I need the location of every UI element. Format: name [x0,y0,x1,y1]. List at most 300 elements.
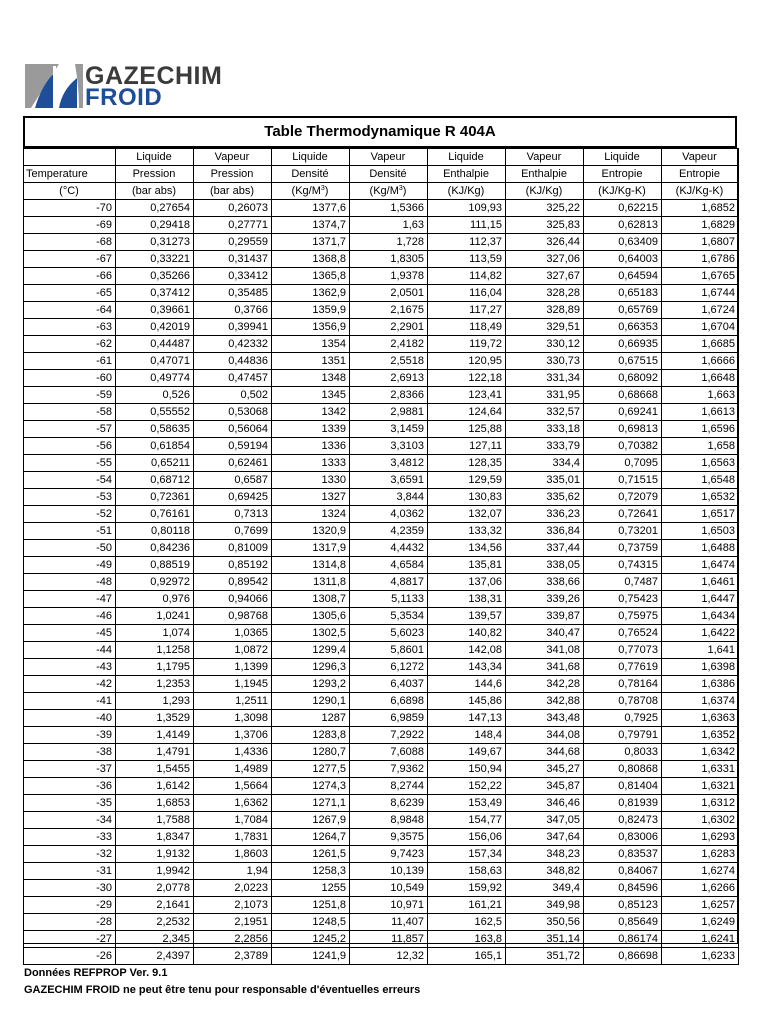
table-cell: 3,4812 [350,455,428,472]
table-cell: 1,6362 [194,795,272,812]
table-cell: 1,7831 [194,829,272,846]
table-cell: 8,9848 [350,812,428,829]
table-cell: 4,8817 [350,574,428,591]
table-cell: 139,57 [428,608,506,625]
table-cell: 1354 [272,336,350,353]
table-cell: 0,74315 [584,557,662,574]
table-row [24,948,739,965]
table-cell: 1,5455 [116,761,194,778]
table-cell: 0,85123 [584,897,662,914]
table-row [24,829,739,846]
table-cell: 341,08 [506,642,584,659]
table-cell: -40 [24,710,116,727]
table-cell: 339,87 [506,608,584,625]
table-cell: 1,6548 [662,472,739,489]
table-cell: 0,65211 [116,455,194,472]
table-cell: 341,68 [506,659,584,676]
table-cell: 0,47457 [194,370,272,387]
table-cell: 0,65769 [584,302,662,319]
table-cell: 1,6685 [662,336,739,353]
table-cell: 0,68668 [584,387,662,404]
table-cell: 7,9362 [350,761,428,778]
table-cell: 334,4 [506,455,584,472]
table-cell: 122,18 [428,370,506,387]
table-cell: 6,9859 [350,710,428,727]
table-cell: 1290,1 [272,693,350,710]
table-cell: 0,37412 [116,285,194,302]
table-cell: 2,0223 [194,880,272,897]
table-cell: -39 [24,727,116,744]
table-cell: 0,66935 [584,336,662,353]
table-cell: -29 [24,897,116,914]
table-cell: 1,6142 [116,778,194,795]
table-cell: 1,1399 [194,659,272,676]
table-cell: 1,6563 [662,455,739,472]
table-cell: 1,6648 [662,370,739,387]
table-row [24,693,739,710]
table-row [24,914,739,931]
table-cell: 163,8 [428,931,506,948]
header-cell: Liquide [272,149,350,166]
table-cell: 1,5366 [350,200,428,217]
table-cell: 0,63409 [584,234,662,251]
table-cell: 0,64594 [584,268,662,285]
table-cell: 150,94 [428,761,506,778]
table-cell: 152,22 [428,778,506,795]
header-cell: Enthalpie [506,166,584,183]
table-cell: 1264,7 [272,829,350,846]
table-cell: 345,27 [506,761,584,778]
table-row [24,591,739,608]
table-row [24,727,739,744]
header-cell: (KJ/Kg-K) [584,183,662,200]
table-cell: -51 [24,523,116,540]
table-cell: 1,9132 [116,846,194,863]
header-cell: (KJ/Kg) [428,183,506,200]
table-cell: 0,76524 [584,625,662,642]
table-cell: 0,7487 [584,574,662,591]
header-cell: (°C) [24,183,116,200]
table-cell: 1,6363 [662,710,739,727]
table-cell: 130,83 [428,489,506,506]
table-cell: 344,08 [506,727,584,744]
table-cell: 1,9942 [116,863,194,880]
table-cell: 3,3103 [350,438,428,455]
table-cell: 0,84596 [584,880,662,897]
header-row-3 [24,183,739,200]
table-cell: -33 [24,829,116,846]
table-cell: 129,59 [428,472,506,489]
table-row [24,285,739,302]
table-cell: 1,6532 [662,489,739,506]
table-cell: 342,28 [506,676,584,693]
table-cell: 0,55552 [116,404,194,421]
table-cell: -37 [24,761,116,778]
unit-text: (Kg/M [291,185,321,197]
header-cell: (bar abs) [194,183,272,200]
table-cell: -26 [24,948,116,965]
table-cell: 1317,9 [272,540,350,557]
table-cell: 0,29559 [194,234,272,251]
table-cell: 1,4989 [194,761,272,778]
table-row [24,489,739,506]
table-cell: 326,44 [506,234,584,251]
table-cell: 5,3534 [350,608,428,625]
table-cell: 1339 [272,421,350,438]
table-cell: 137,06 [428,574,506,591]
table-cell: 1,6331 [662,761,739,778]
table-cell: 0,7699 [194,523,272,540]
table-cell: 0,66353 [584,319,662,336]
table-cell: 0,76161 [116,506,194,523]
table-cell: 0,86174 [584,931,662,948]
table-cell: 1,7084 [194,812,272,829]
table-cell: 335,01 [506,472,584,489]
footer [24,965,420,999]
table-cell: 0,73201 [584,523,662,540]
table-cell: 109,93 [428,200,506,217]
table-row [24,523,739,540]
table-cell: 157,34 [428,846,506,863]
table-cell: 0,68712 [116,472,194,489]
table-cell: 0,35266 [116,268,194,285]
table-cell: 350,56 [506,914,584,931]
table-cell: 0,75423 [584,591,662,608]
table-cell: 1,6666 [662,353,739,370]
table-cell: 1245,2 [272,931,350,948]
table-cell: -56 [24,438,116,455]
table-cell: 342,88 [506,693,584,710]
table-cell: 8,2744 [350,778,428,795]
table-cell: 0,75975 [584,608,662,625]
table-cell: 1,3706 [194,727,272,744]
table-cell: 1,3098 [194,710,272,727]
table-cell: 0,98768 [194,608,272,625]
table-cell: 1377,6 [272,200,350,217]
table-cell: 0,7313 [194,506,272,523]
table-row [24,812,739,829]
table-cell: 0,62215 [584,200,662,217]
table-cell: 7,2922 [350,727,428,744]
table-cell: 6,4037 [350,676,428,693]
table-cell: 0,80118 [116,523,194,540]
table-cell: 338,66 [506,574,584,591]
table-cell: 0,88519 [116,557,194,574]
table-cell: 1356,9 [272,319,350,336]
table-cell: 0,69241 [584,404,662,421]
table-cell: 1362,9 [272,285,350,302]
table-cell: 1,6283 [662,846,739,863]
unit-exponent: 3 [320,185,325,192]
table-cell: 0,83537 [584,846,662,863]
table-cell: 1,6274 [662,863,739,880]
table-cell: 124,64 [428,404,506,421]
table-cell: 0,72641 [584,506,662,523]
table-cell: 4,4432 [350,540,428,557]
table-cell: 1,6596 [662,421,739,438]
table-cell: -60 [24,370,116,387]
table-cell: 1,728 [350,234,428,251]
table-row [24,251,739,268]
table-cell: 111,15 [428,217,506,234]
table-cell: 2,1951 [194,914,272,931]
table-cell: 1267,9 [272,812,350,829]
table-cell: 1311,8 [272,574,350,591]
table-cell: 1,6461 [662,574,739,591]
table-cell: 1,8603 [194,846,272,863]
table-cell: 0,33412 [194,268,272,285]
table-cell: 1277,5 [272,761,350,778]
table-cell: -64 [24,302,116,319]
table-cell: 1,2353 [116,676,194,693]
table-cell: -47 [24,591,116,608]
table-row [24,761,739,778]
table-cell: 10,139 [350,863,428,880]
unit-text: (Kg/M [369,185,399,197]
table-cell: 3,1459 [350,421,428,438]
table-cell: -66 [24,268,116,285]
table-cell: -68 [24,234,116,251]
table-cell: 351,72 [506,948,584,965]
table-cell: 0,27654 [116,200,194,217]
table-cell: 331,34 [506,370,584,387]
table-cell: 2,2532 [116,914,194,931]
header-cell: Liquide [116,149,194,166]
table-cell: 132,07 [428,506,506,523]
table-cell: 0,27771 [194,217,272,234]
table-cell: 0,85649 [584,914,662,931]
table-row [24,625,739,642]
table-cell: 1299,4 [272,642,350,659]
table-cell: 1251,8 [272,897,350,914]
table-cell: 1,6312 [662,795,739,812]
table-cell: 0,31273 [116,234,194,251]
table-cell: 117,27 [428,302,506,319]
table-cell: 0,47071 [116,353,194,370]
table-cell: 1,7588 [116,812,194,829]
table-cell: 0,49774 [116,370,194,387]
table-cell: 1,1945 [194,676,272,693]
table-cell: 0,7925 [584,710,662,727]
table-cell: 0,502 [194,387,272,404]
table-cell: 0,70382 [584,438,662,455]
table-cell: 4,2359 [350,523,428,540]
header-cell: Enthalpie [428,166,506,183]
table-cell: 1258,3 [272,863,350,880]
table-row [24,421,739,438]
table-cell: -30 [24,880,116,897]
table-cell: 1342 [272,404,350,421]
table-cell: 1283,8 [272,727,350,744]
table-cell: 128,35 [428,455,506,472]
table-cell: 1,6398 [662,659,739,676]
header-cell: Entropie [584,166,662,183]
table-cell: 1,293 [116,693,194,710]
table-row [24,880,739,897]
table-cell: 0,81009 [194,540,272,557]
table-cell: 1,6249 [662,914,739,931]
table-cell: 2,345 [116,931,194,948]
table-cell: 2,4397 [116,948,194,965]
table-row [24,268,739,285]
table-cell: 1,6807 [662,234,739,251]
table-cell: 0,59194 [194,438,272,455]
header-cell-unit [350,183,428,200]
table-cell: 0,56064 [194,421,272,438]
table-cell: 156,06 [428,829,506,846]
table-cell: 1,641 [662,642,739,659]
table-cell: 1,0365 [194,625,272,642]
table-cell: -43 [24,659,116,676]
table-cell: -52 [24,506,116,523]
header-cell [24,149,116,166]
thermo-table [23,148,739,965]
table-cell: 1,8347 [116,829,194,846]
table-cell: 1371,7 [272,234,350,251]
table-cell: 1330 [272,472,350,489]
table-row [24,557,739,574]
table-row [24,846,739,863]
header-cell: Vapeur [194,149,272,166]
header-cell: (bar abs) [116,183,194,200]
table-cell: 2,1073 [194,897,272,914]
table-cell: 327,67 [506,268,584,285]
table-cell: -35 [24,795,116,812]
table-row [24,863,739,880]
table-cell: 118,49 [428,319,506,336]
table-cell: 2,5518 [350,353,428,370]
table-cell: 1,6829 [662,217,739,234]
table-cell: -41 [24,693,116,710]
table-cell: 1,6257 [662,897,739,914]
table-cell: 2,1675 [350,302,428,319]
table-cell: 1,6422 [662,625,739,642]
table-cell: 1280,7 [272,744,350,761]
header-cell: Vapeur [350,149,428,166]
table-row [24,455,739,472]
header-cell: Entropie [662,166,739,183]
table-cell: 1,94 [194,863,272,880]
table-cell: 1324 [272,506,350,523]
table-cell: 147,13 [428,710,506,727]
table-cell: 145,86 [428,693,506,710]
table-row [24,931,739,948]
table-cell: 1,9378 [350,268,428,285]
table-cell: 1,6744 [662,285,739,302]
table-cell: 339,26 [506,591,584,608]
table-cell: 344,68 [506,744,584,761]
table-cell: 0,80868 [584,761,662,778]
table-cell: 338,05 [506,557,584,574]
table-cell: -48 [24,574,116,591]
table-row [24,370,739,387]
table-cell: 1,6853 [116,795,194,812]
table-cell: 0,44487 [116,336,194,353]
table-cell: 0,86698 [584,948,662,965]
header-cell: Densité [350,166,428,183]
table-cell: 1302,5 [272,625,350,642]
table-cell: 1241,9 [272,948,350,965]
table-row [24,404,739,421]
table-cell: -44 [24,642,116,659]
table-cell: 0,72079 [584,489,662,506]
table-cell: -32 [24,846,116,863]
table-cell: -59 [24,387,116,404]
table-cell: 345,87 [506,778,584,795]
table-cell: 0,82473 [584,812,662,829]
table-cell: 336,23 [506,506,584,523]
table-cell: 9,7423 [350,846,428,863]
table-cell: 328,28 [506,285,584,302]
table-cell: 1,4149 [116,727,194,744]
table-cell: 138,31 [428,591,506,608]
table-cell: -62 [24,336,116,353]
header-cell: (KJ/Kg-K) [662,183,739,200]
table-cell: 0,85192 [194,557,272,574]
table-cell: 0,62813 [584,217,662,234]
header-cell: Vapeur [662,149,739,166]
table-row [24,336,739,353]
header-cell: Pression [194,166,272,183]
table-cell: 165,1 [428,948,506,965]
table-cell: 0,71515 [584,472,662,489]
table-cell: 1,6474 [662,557,739,574]
table-cell: 1,6724 [662,302,739,319]
table-cell: 0,67515 [584,353,662,370]
header-cell: Liquide [584,149,662,166]
table-cell: -27 [24,931,116,948]
table-cell: 0,26073 [194,200,272,217]
table-cell: -65 [24,285,116,302]
table-cell: 2,0778 [116,880,194,897]
table-cell: 1,6241 [662,931,739,948]
table-cell: -69 [24,217,116,234]
table-cell: 0,62461 [194,455,272,472]
table-cell: 11,857 [350,931,428,948]
table-cell: -63 [24,319,116,336]
table-cell: 1305,6 [272,608,350,625]
table-cell: 1348 [272,370,350,387]
table-cell: 1,0241 [116,608,194,625]
table-cell: 1,6517 [662,506,739,523]
table-cell: 0,73759 [584,540,662,557]
table-row [24,302,739,319]
table-row [24,710,739,727]
table-cell: 346,46 [506,795,584,812]
table-cell: -55 [24,455,116,472]
table-cell: 0,92972 [116,574,194,591]
table-cell: 328,89 [506,302,584,319]
table-cell: 349,4 [506,880,584,897]
table-cell: 1,1795 [116,659,194,676]
table-cell: 1314,8 [272,557,350,574]
table-cell: 0,33221 [116,251,194,268]
table-cell: 329,51 [506,319,584,336]
table-cell: 331,95 [506,387,584,404]
table-row [24,642,739,659]
table-row [24,574,739,591]
table-cell: 1,6233 [662,948,739,965]
table-cell: 1,63 [350,217,428,234]
footer-disclaimer: GAZECHIM FROID ne peut être tenu pour responsable d'éventuelles erreurs [24,984,421,996]
table-cell: 149,67 [428,744,506,761]
table-cell: 335,62 [506,489,584,506]
table-cell: -53 [24,489,116,506]
table-row [24,897,739,914]
unit-exponent: 3 [398,185,403,192]
table-cell: 154,77 [428,812,506,829]
table-row [24,608,739,625]
